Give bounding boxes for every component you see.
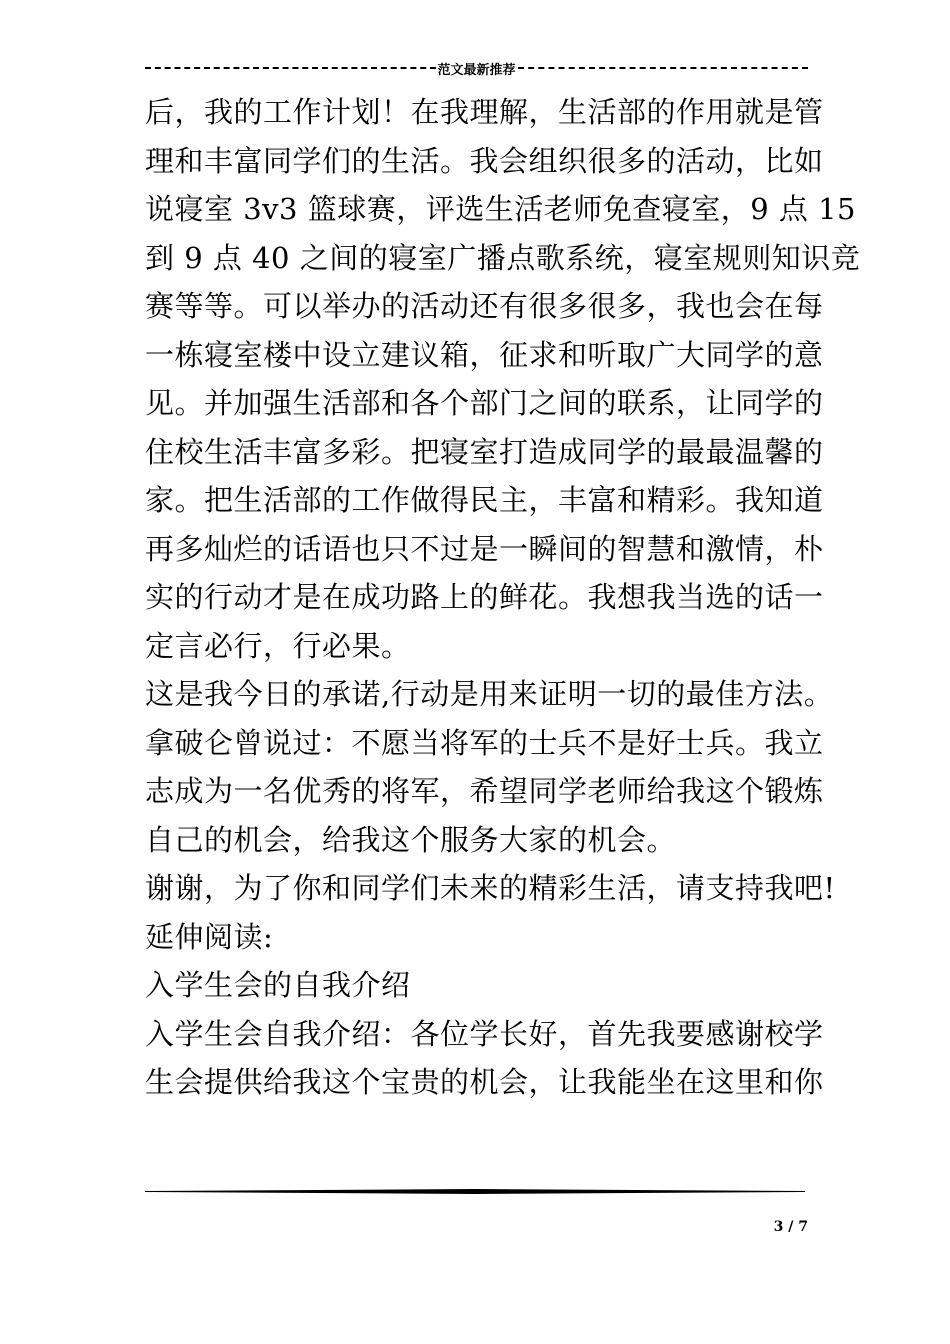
text-line: 生会提供给我这个宝贵的机会，让我能坐在这里和你	[145, 1065, 824, 1099]
text-line: 到 9 点 40 之间的寝室广播点歌系统，寝室规则知识竞	[145, 240, 861, 275]
header-dash-left	[145, 67, 436, 69]
page-number: 3 / 7	[773, 1219, 808, 1235]
text-line: 入学生会自我介绍：各位学长好，首先我要感谢校学	[145, 1016, 824, 1051]
text-line: 一栋寝室楼中设立建议箱，征求和听取广大同学的意	[145, 337, 824, 372]
text-line: 延伸阅读:	[145, 919, 274, 954]
text-line: 拿破仑曾说过：不愿当将军的士兵不是好士兵。我立	[145, 725, 824, 760]
text-line: 再多灿烂的话语也只不过是一瞬间的智慧和激情，朴	[145, 531, 824, 566]
document-body	[145, 88, 861, 1107]
header-title: 范文最新推荐	[437, 62, 516, 78]
text-line: 定言必行，行必果。	[145, 628, 411, 663]
footer-rule	[145, 1189, 805, 1194]
text-line: 住校生活丰富多彩。把寝室打造成同学的最最温馨的	[145, 434, 824, 469]
text-line: 这是我今日的承诺,行动是用来证明一切的最佳方法。	[145, 677, 834, 711]
text-line: 赛等等。可以举办的活动还有很多很多，我也会在每	[145, 289, 824, 323]
text-line: 见。并加强生活部和各个部门之间的联系，让同学的	[145, 386, 824, 420]
text-line: 家。把生活部的工作做得民主，丰富和精彩。我知道	[145, 483, 824, 517]
text-line: 入学生会的自我介绍	[145, 968, 411, 1002]
footer-rule-graphic	[145, 1189, 805, 1194]
text-line: 后，我的工作计划！在我理解，生活部的作用就是管	[145, 95, 824, 129]
text-line: 实的行动才是在成功路上的鲜花。我想我当选的话一	[145, 580, 824, 614]
text-line: 自己的机会，给我这个服务大家的机会。	[145, 822, 677, 857]
header-dash-right	[518, 67, 809, 69]
text-line: 谢谢，为了你和同学们未来的精彩生活，请支持我吧!	[145, 871, 836, 905]
text-line: 理和丰富同学们的生活。我会组织很多的活动，比如	[145, 143, 824, 178]
page-header	[145, 58, 808, 78]
text-line: 志成为一名优秀的将军，希望同学老师给我这个锻炼	[145, 774, 824, 808]
text-line: 说寝室 3v3 篮球赛，评选生活老师免查寝室，9 点 15	[145, 192, 857, 226]
